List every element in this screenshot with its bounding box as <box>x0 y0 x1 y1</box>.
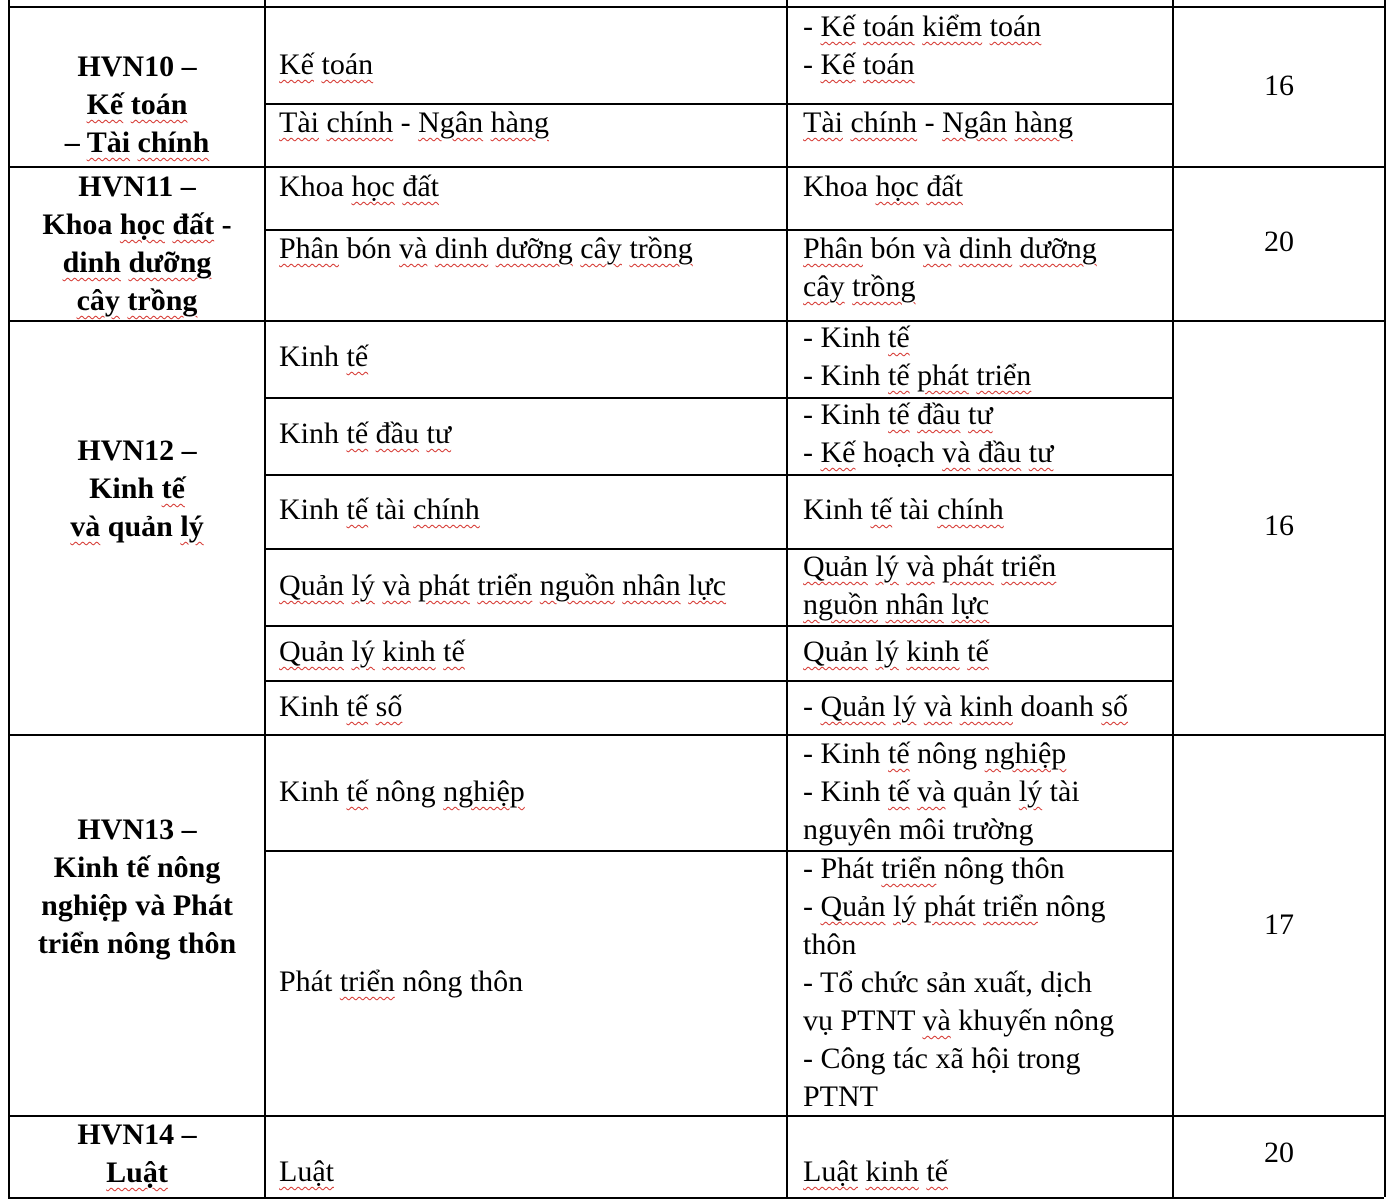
table-rule <box>1384 0 1386 1197</box>
major-name: Kế toán <box>279 48 374 81</box>
specialization: PTNT <box>803 1080 878 1113</box>
group-label: cây trồng <box>76 284 198 317</box>
table-rule <box>264 397 1172 399</box>
major-name: Kinh tế tài chính <box>279 493 480 526</box>
group-label: dinh dưỡng <box>62 246 212 279</box>
specialization: vụ PTNT và khuyến nông <box>803 1004 1115 1037</box>
specialization: - Kế toán <box>803 48 915 81</box>
group-label: Kinh tế nông <box>53 851 221 884</box>
specialization: - Kinh tế <box>803 321 910 354</box>
specialization: Luật kinh tế <box>803 1155 948 1188</box>
table-rule <box>786 0 788 1197</box>
specialization: - Công tác xã hội trong <box>803 1042 1081 1075</box>
major-name: Luật <box>279 1155 334 1188</box>
specialization: - Kế toán kiểm toán <box>803 10 1042 43</box>
specialization: Phân bón và dinh dưỡng <box>803 232 1097 265</box>
specialization: - Tổ chức sản xuất, dịch <box>803 966 1092 999</box>
major-name: Kinh tế nông nghiệp <box>279 775 525 808</box>
group-label: Kế toán <box>86 88 188 121</box>
table-rule <box>8 320 1384 322</box>
specialization: cây trồng <box>803 270 916 303</box>
group-label: HVN10 – <box>77 50 197 83</box>
table-rule <box>8 734 1384 736</box>
table-rule <box>1172 0 1174 1197</box>
major-name: Kinh tế đầu tư <box>279 417 452 450</box>
major-name: Kinh tế <box>279 340 369 373</box>
specialization: Kinh tế tài chính <box>803 493 1004 526</box>
major-name: Tài chính - Ngân hàng <box>279 106 549 139</box>
group-label: và quản lý <box>70 510 204 543</box>
quota-value: 20 <box>1264 225 1294 258</box>
specialization: - Kế hoạch và đầu tư <box>803 436 1054 469</box>
group-label: triển nông thôn <box>37 927 237 960</box>
specialization: - Quản lý và kinh doanh số <box>803 690 1129 723</box>
specialization: - Kinh tế nông nghiệp <box>803 737 1067 770</box>
group-label: HVN14 – <box>77 1118 197 1151</box>
major-name: Khoa học đất <box>279 170 439 203</box>
major-name: Quản lý và phát triển nguồn nhân lực <box>279 569 727 602</box>
specialization: - Kinh tế và quản lý tài <box>803 775 1080 808</box>
major-name: Phát triển nông thôn <box>279 965 524 998</box>
group-label: Khoa học đất - <box>42 208 232 241</box>
major-name: Phân bón và dinh dưỡng cây trồng <box>279 232 693 265</box>
specialization: - Phát triển nông thôn <box>803 852 1065 885</box>
specialization: Tài chính - Ngân hàng <box>803 106 1073 139</box>
specialization: thôn <box>803 928 857 961</box>
group-label: HVN12 – <box>77 434 197 467</box>
quota-value: 20 <box>1264 1136 1294 1169</box>
major-name: Quản lý kinh tế <box>279 635 465 668</box>
specialization: nguyên môi trường <box>803 813 1034 846</box>
group-label: HVN13 – <box>77 813 197 846</box>
specialization: - Kinh tế đầu tư <box>803 398 993 431</box>
table-rule <box>8 6 1384 8</box>
table-rule <box>264 625 1172 627</box>
group-label: nghiệp và Phát <box>41 889 233 922</box>
specialization: nguồn nhân lực <box>803 588 990 621</box>
group-label: Kinh tế <box>89 472 185 505</box>
table-rule <box>264 680 1172 682</box>
group-label: Luật <box>106 1156 168 1189</box>
group-label: HVN11 – <box>78 170 196 203</box>
specialization: Khoa học đất <box>803 170 963 203</box>
specialization: Quản lý và phát triển <box>803 550 1057 583</box>
quota-value: 16 <box>1264 509 1294 542</box>
specialization: - Quản lý phát triển nông <box>803 890 1106 923</box>
table-rule <box>264 474 1172 476</box>
specialization: - Kinh tế phát triển <box>803 359 1032 392</box>
specialization: Quản lý kinh tế <box>803 635 989 668</box>
major-name: Kinh tế số <box>279 690 403 723</box>
group-label: – Tài chính <box>64 126 210 159</box>
quota-value: 17 <box>1264 908 1294 941</box>
table-rule <box>264 0 266 1197</box>
quota-value: 16 <box>1264 69 1294 102</box>
